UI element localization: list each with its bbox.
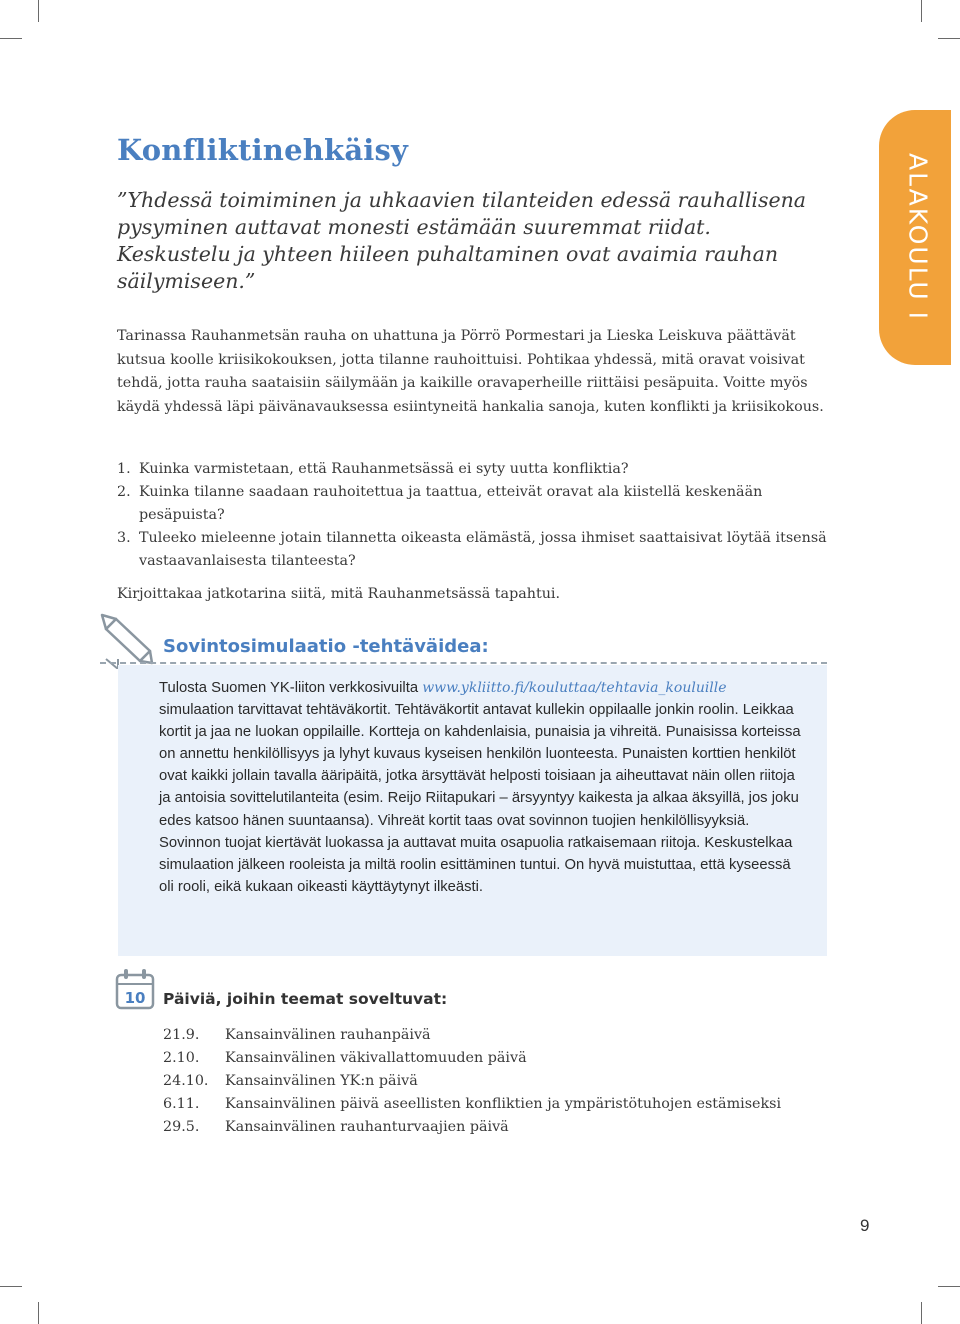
list-item [163, 1070, 803, 1093]
question-list [117, 458, 847, 573]
day-name: Kansainvälinen rauhanpäivä [225, 1027, 431, 1043]
intro-quote: ”Yhdessä toimiminen ja uhkaavien tilanteiden edessä rauhallisena pysyminen auttavat monesti estämään suuremmat riidat. Keskustelu ja yhteen hiileen puhaltaminen ovat avaimia rauhan säilymiseen.” [117, 188, 807, 293]
list-item [117, 481, 847, 527]
crop-mark [938, 1286, 960, 1287]
day-date: 2.10. [163, 1050, 200, 1066]
writing-task: Kirjoittakaa jatkotarina siitä, mitä Rauhanmetsässä tapahtui. [117, 586, 561, 602]
simulation-link[interactable]: www.ykliitto.fi/kouluttaa/tehtavia_kouluille [422, 680, 727, 696]
intro-sentence-1: Tarinassa Rauhanmetsän rauha on uhattuna ja Pörrö Pormestari ja Lieska Leiskuva päättävät kutsua koolle kriisikokouksen, jotta tilanne rauhoittuisi. [117, 328, 796, 368]
day-date: 21.9. [163, 1027, 200, 1043]
list-item [163, 1116, 803, 1139]
section-tab-label: ALAKOULU I [903, 152, 933, 322]
day-date: 6.11. [163, 1096, 200, 1112]
list-item [163, 1024, 803, 1047]
page-title: Konfliktinehkäisy [117, 133, 409, 167]
day-name: Kansainvälinen päivä aseellisten konfliktien ja ympäristötuhojen estämiseksi [225, 1096, 782, 1112]
intro-sentence-2: Pohtikaa yhdessä, mitä oravat voisivat tehdä, jotta rauha saataisiin säilymään ja kaikille oravaperheille riittäisi pesäpuita. [117, 351, 805, 391]
day-date: 24.10. [163, 1073, 209, 1089]
simulation-heading: Sovintosimulaatio -tehtäväidea: [163, 636, 489, 657]
crop-mark [0, 38, 22, 39]
calendar-icon [115, 968, 155, 1010]
list-item [163, 1093, 803, 1116]
day-name: Kansainvälinen YK:n päivä [225, 1073, 418, 1089]
days-list [163, 1024, 803, 1139]
crop-mark [38, 1302, 39, 1324]
page-number: 9 [860, 1216, 870, 1235]
day-date: 29.5. [163, 1119, 200, 1135]
crop-mark [38, 0, 39, 22]
question-number: 1. [117, 461, 131, 477]
crop-mark [938, 38, 960, 39]
calendar-number: 10 [124, 989, 146, 1007]
simulation-text [159, 677, 804, 898]
list-item [163, 1047, 803, 1070]
question-number: 3. [117, 530, 131, 546]
list-item [117, 527, 847, 573]
day-name: Kansainvälinen väkivallattomuuden päivä [225, 1050, 527, 1066]
simulation-text-rest: simulaation tarvittavat tehtäväkortit. Tehtäväkortit antavat kullekin oppilaalle jonkin roolin. Leikkaa kortit ja jaa ne luokan oppilaille. Kortteja on kahdenlaisia, punaisia ja vihreitä. Punaisissa korteissa on annettu henkilöllisyys ja lyhyt kuvaus kyseisen henkilön luonteesta. Punaisten korttien henkilöt ovat kaikki jollain tavalla ääripäitä, jotka ärsyttävät helposti toisiaan ja aiheuttavat näin ollen riitoja ja antoisia sovittelutilanteita (esim. Reijo Riitapukari – ärsyyntyy kaikesta ja alkaa äksyillä, jos joku edes katsoo hänen suuntaansa). Vihreät kortit taas ovat sovinnon tuojien henkilöllisyyksiä. Sovinnon tuojat kiertävät luokassa ja auttavat muita osapuolia ratkaisemaan riitoja. Keskustelkaa simulaation jälkeen rooleista ja miltä roolin esittäminen tuntui. On hyvä muistuttaa, että kyseessä oli rooli, eikä kukaan oikeasti käyttäytynyt ilkeästi. [159, 702, 801, 895]
question-text: Kuinka varmistetaan, että Rauhanmetsässä ei syty uutta konfliktia? [139, 461, 629, 477]
crop-mark [0, 1286, 22, 1287]
list-item [117, 458, 847, 481]
crop-mark [921, 0, 922, 22]
crop-mark [921, 1302, 922, 1324]
days-heading: Päiviä, joihin teemat soveltuvat: [163, 990, 448, 1008]
question-text: Kuinka tilanne saadaan rauhoitettua ja taattua, etteivät oravat ala kiistellä keskenään pesäpuista? [139, 484, 763, 523]
day-name: Kansainvälinen rauhanturvaajien päivä [225, 1119, 509, 1135]
intro-sentence-3: Voitte myös käydä yhdessä läpi päivänavauksessa esiintyneitä hankalia sanoja, kuten konflikti ja kriisikokous. [117, 375, 824, 415]
question-text: Tuleeko mieleenne jotain tilannetta oikeasta elämästä, jossa ihmiset saattaisivat löytää itsensä vastaavanlaisesta tilanteesta? [139, 530, 827, 569]
pencil-icon [100, 613, 160, 669]
simulation-text-start: Tulosta Suomen YK-liiton verkkosivuilta [159, 680, 423, 696]
heading-divider [100, 662, 827, 664]
intro-paragraph [117, 325, 847, 419]
question-number: 2. [117, 484, 131, 500]
